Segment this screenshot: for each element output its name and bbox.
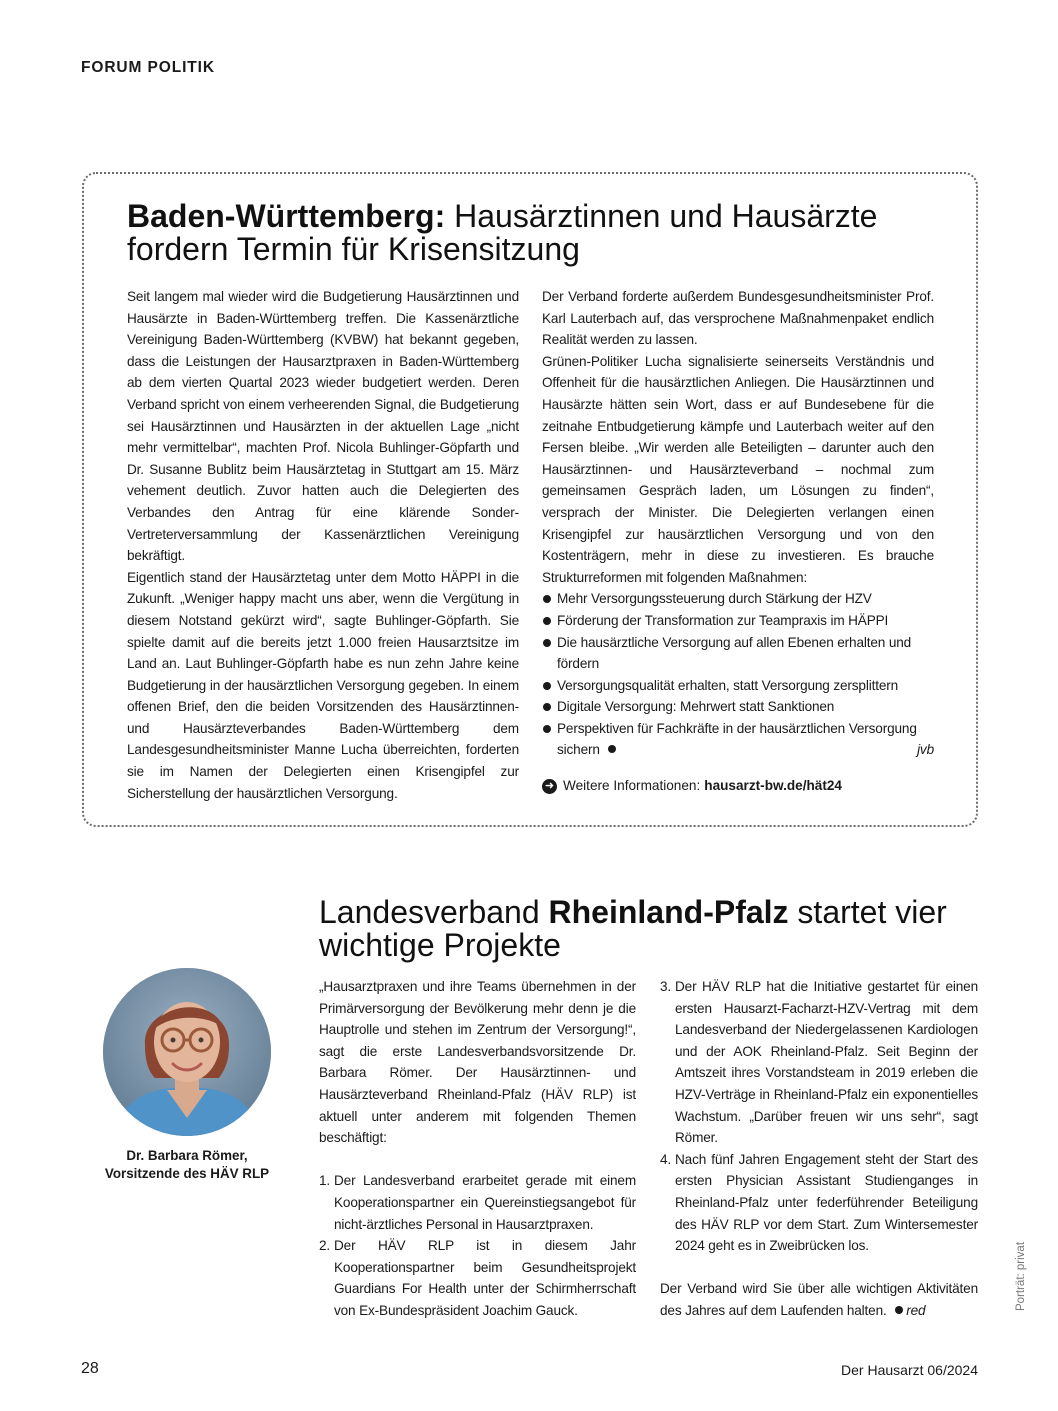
closing-text: Der Verband wird Sie über alle wichtigen Aktivitäten des Jahres auf dem Laufenden halten. <box>660 1281 978 1318</box>
project-number: 3. <box>660 979 672 994</box>
project-number: 1. <box>319 1173 331 1189</box>
article2-column-right <box>660 976 978 1322</box>
end-dot-icon <box>608 745 616 753</box>
portrait-photo <box>103 968 271 1136</box>
article1-paragraph-4: Grünen-Politiker Lucha signalisierte seinerseits Verständnis und Offenheit für die hausärztlichen Anliegen. Die Hausärztinnen und Hausärzte hätten sein Wort, dass er auf Bundesebene für die zeitnahe Entbudgetierung kämpfe und Lauterbach weiter auf den Fersen bleibe. „Wir werden alle Beteiligten – darunter auch den Hausärztinnen- und Hausärzteverband – nochmal zum gemeinsamen Gespräch laden, um Lösungen zu finden“, versprach der Minister. Die Delegierten verlangen einen Krisengipfel zur hausärztlichen Versorgung und von den Kostenträgern, mehr in diese zu investieren. Es brauche Strukturreformen mit folgenden Maßnahmen: <box>542 353 934 585</box>
project-item <box>660 976 978 1149</box>
demand-item: Die hausärztliche Versorgung auf allen Ebenen erhalten und fördern <box>542 632 934 675</box>
projects-list-a <box>319 1170 636 1321</box>
article1-paragraph-3: Der Verband forderte außerdem Bundesgesundheitsminister Prof. Karl Lauterbach auf, das versprochene Maßnahmenpaket endlich Realität werden zu lassen. <box>542 289 934 348</box>
projects-list-b <box>660 976 978 1257</box>
project-number: 2. <box>319 1238 331 1254</box>
project-text: Nach fünf Jahren Engagement steht der Start des ersten Physician Assistant Studienganges in Rheinland-Pfalz unter federführender Beteiligung des HÄV RLP vor dem Start. Zum Wintersemester 2024 geht es in Zweibrücken los. <box>675 1151 978 1254</box>
journal-issue: Der Hausarzt 06/2024 <box>841 1362 978 1378</box>
article2-column-left <box>319 976 636 1322</box>
article2-intro: „Hausarztpraxen und ihre Teams übernehmen in der Primärversorgung der Bevölkerung mehr denn je die Hauptrolle und stehen im Zentrum der Versorgung!“, sagt die erste Landesverbandsvorsitzende Dr. Barbara Römer. Der Hausärztinnen- und Hausärzteverband Rheinland-Pfalz (HÄV RLP) ist aktuell unter anderem mit folgenden Themen beschäftigt: <box>319 979 636 1146</box>
arrow-right-icon: ➜ <box>542 779 557 794</box>
article1-title <box>127 200 967 266</box>
project-item <box>319 1235 636 1321</box>
demand-item: Förderung der Transformation zur Teampraxis im HÄPPI <box>542 610 934 632</box>
project-text: Der Landesverband erarbeitet gerade mit einem Kooperationspartner ein Quereinstiegsangebot für nicht-ärztliches Personal in Hausarztpraxen. <box>334 1173 636 1232</box>
article1-column-right <box>542 286 934 761</box>
author-initials: jvb <box>917 742 934 758</box>
photo-credit: Porträt: privat <box>1015 1241 1027 1311</box>
author-initials: red <box>906 1302 926 1318</box>
demands-list <box>542 588 934 761</box>
more-info-link[interactable]: hausarzt-bw.de/hät24 <box>704 778 842 793</box>
demand-item-last <box>542 718 934 761</box>
demand-item-text: Perspektiven für Fachkräfte in der hausärztlichen Versorgung sichern <box>557 720 917 758</box>
demand-item: Mehr Versorgungssteuerung durch Stärkung der HZV <box>542 588 934 610</box>
page-number: 28 <box>81 1360 99 1377</box>
project-item <box>319 1170 636 1235</box>
article1-column-left <box>127 286 519 804</box>
portrait-illustration <box>103 968 271 1136</box>
spacer <box>660 1257 978 1279</box>
portrait-caption: Dr. Barbara Römer, Vorsitzende des HÄV RLP <box>104 1148 270 1181</box>
article1-paragraph-1: Seit langem mal wieder wird die Budgetierung Hausärztinnen und Hausärzte in Baden-Württemberg treffen. Die Kassenärztliche Vereinigung Baden-Württemberg (KVBW) hat bekannt gegeben, dass die Leistungen der Hausarztpraxen in Baden-Württemberg ab dem vierten Quartal 2023 wieder budgetiert werden. Deren Verband spricht von einem verheerenden Signal, die Budgetierung sei Hausärztinnen und Hausärzten in der aktuellen Lage „nicht mehr vermittelbar“, machten Prof. Nicola Buhlinger-Göpfarth und Dr. Susanne Bublitz beim Hausärztetag in Stuttgart am 15. März vehement deutlich. Zuvor hatten auch die Delegierten des Verbandes den Antrag für eine klärende Sonder-Vertreterversammlung der Kassenärztlichen Vereinigung bekräftigt. <box>127 289 519 564</box>
demand-item: Versorgungsqualität erhalten, statt Versorgung zersplittern <box>542 675 934 697</box>
more-info <box>542 776 842 796</box>
more-info-label: Weitere Informationen: <box>563 778 701 793</box>
article2-closing <box>660 1278 978 1321</box>
project-item <box>660 1149 978 1257</box>
article2-title-pre: Landesverband <box>319 894 549 930</box>
demand-item: Digitale Versorgung: Mehrwert statt Sanktionen <box>542 696 934 718</box>
article1-paragraph-2: Eigentlich stand der Hausärztetag unter dem Motto HÄPPI in die Zukunft. „Weniger happy macht uns aber, wenn die Vergütung in diesem Notstand gekürzt wird“, sagte Buhlinger-Göpfarth. Sie spielte damit auf die bereits jetzt 1.000 freien Hausarztsitze im Land an. Laut Buhlinger-Göpfarth habe es nun zehn Jahre keine Budgetierung in der hausärztlichen Versorgung gegeben. In einem offenen Brief, den die beiden Vorsitzenden des Hausärztinnen- und Hausärzteverbandes Baden-Württemberg dem Landesgesundheitsminister Manne Lucha überreichten, forderten sie im Namen der Delegierten einen Krisengipfel zur Sicherstellung der hausärztlichen Versorgung. <box>127 569 519 801</box>
article2-title-bold: Rheinland-Pfalz <box>548 894 789 930</box>
project-text: Der HÄV RLP hat die Initiative gestartet für einen ersten Hausarzt-Facharzt-HZV-Vertrag mit dem Landesverband der Niedergelassenen Kardiologen und der AOK Rheinland-Pfalz. Seit Beginn der Amtszeit ihres Vorstandsteam in 2019 erleben die HZV-Verträge in Rheinland-Pfalz ein exponentielles Wachstum. „Darüber freuen wir uns sehr“, sagt Römer. <box>675 979 978 1146</box>
article2-title <box>319 896 999 962</box>
article1-title-bold: Baden-Württemberg: <box>127 198 446 234</box>
article1-title-rest: Hausärztinnen und Hausärzte fordern Termin für Krisensitzung <box>127 198 878 267</box>
article2-title-post: startet vier wichtige Projekte <box>319 894 947 963</box>
project-text: Der HÄV RLP ist in diesem Jahr Kooperationspartner beim Gesundheitsprojekt Guardians For Health unter der Schirmherrschaft von Ex-Bundespräsident Joachim Gauck. <box>334 1238 636 1318</box>
spacer <box>319 1149 636 1171</box>
end-dot-icon <box>895 1306 903 1314</box>
project-number: 4. <box>660 1151 672 1167</box>
section-label: FORUM POLITIK <box>81 59 215 76</box>
